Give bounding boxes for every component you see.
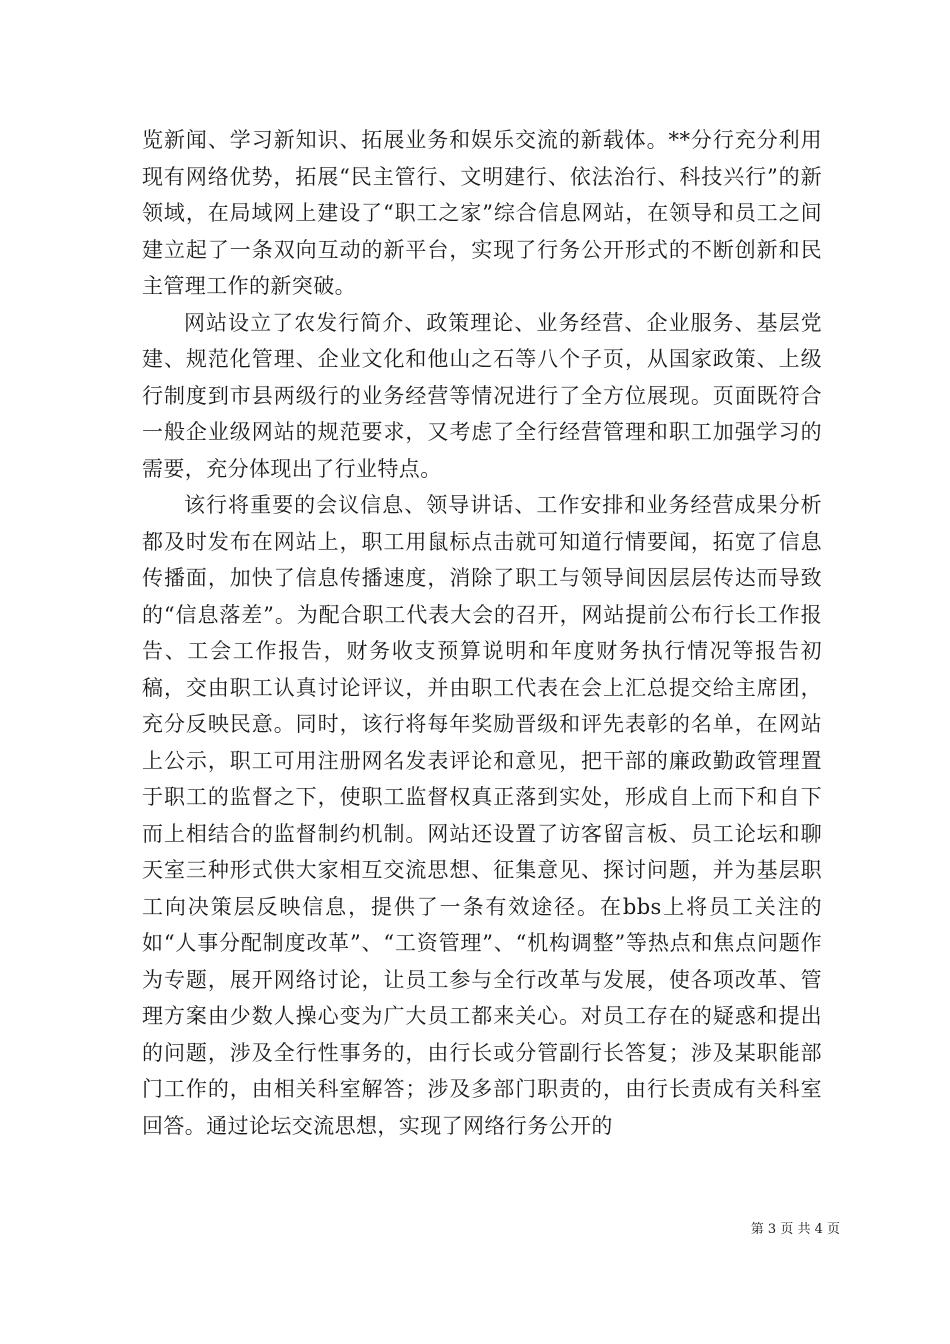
paragraph-1: 览新闻、学习新知识、拓展业务和娱乐交流的新载体。**分行充分利用现有网络优势，拓展“民主管行、文明建行、依法治行、科技兴行”的新领域，在局域网上建设了“职工之家”综合信息网站，在领导和员工之间建立起了一条双向互动的新平台，实现了行务公开形式的不断创新和民主管理工作的新突破。 [142, 128, 822, 298]
paragraph-3: 该行将重要的会议信息、领导讲话、工作安排和业务经营成果分析都及时发布在网站上，职工用鼠标点击就可知道行情要闻，拓宽了信息传播面，加快了信息传播速度，消除了职工与领导间因层层传达而导致的“信息落差”。为配合职工代表大会的召开，网站提前公布行长工作报告、工会工作报告，财务收支预算说明和年度财务执行情况等报告初稿，交由职工认真讨论评议，并由职工代表在会上汇总提交给主席团，充分反映民意。同时，该行将每年奖励晋级和评先表彰的名单，在网站上公示，职工可用注册网名发表评论和意见，把干部的廉政勤政管理置于职工的监督之下，使职工监督权真正落到实处，形成自上而下和自下而上相结合的监督制约机制。网站还设置了访客留言板、员工论坛和聊天室三种形式供大家相互交流思想、征集意见、探讨问题，并为基层职工向决策层反映信息，提供了一条有效途径。在bbs上将员工关注的如“人事分配制度改革”、“工资管理”、“机构调整”等热点和焦点问题作为专题，展开网络讨论，让员工参与全行改革与发展，使各项改革、管理方案由少数人操心变为广大员工都来关心。对员工存在的疑惑和提出的问题，涉及全行性事务的，由行长或分管副行长答复；涉及某职能部门工作的，由相关科室解答；涉及多部门职责的，由行长责成有关科室回答。通过论坛交流思想，实现了网络行务公开的 [142, 493, 822, 1138]
document-body [142, 122, 822, 1144]
page-number: 第 3 页 共 4 页 [750, 1222, 840, 1237]
paragraph-2: 网站设立了农发行简介、政策理论、业务经营、企业服务、基层党建、规范化管理、企业文化和他山之石等八个子页，从国家政策、上级行制度到市县两级行的业务经营等情况进行了全方位展现。页面既符合一般企业级网站的规范要求，又考虑了全行经营管理和职工加强学习的需要，充分体现出了行业特点。 [142, 310, 822, 481]
